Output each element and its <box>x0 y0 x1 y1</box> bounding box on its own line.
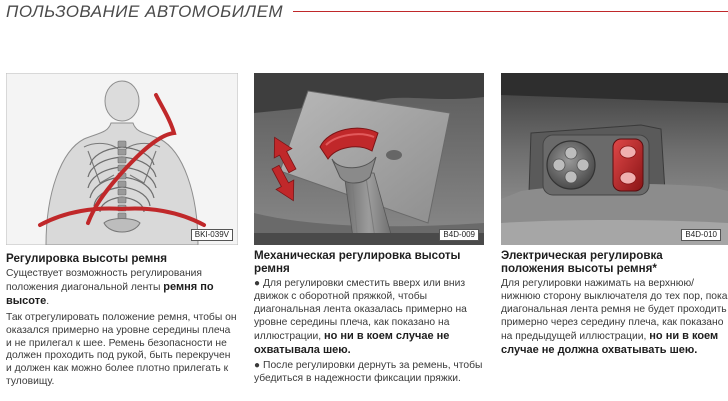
belt-slider-photo <box>254 73 484 245</box>
paragraph-text: Существует возможность регулирования положения диагональной ленты <box>6 268 202 293</box>
page-header <box>6 1 728 23</box>
bullet-emphasis: но ни в коем случае не охватывала шею. <box>254 329 450 356</box>
figure-belt-slider <box>254 73 484 245</box>
torso-skeleton-illustration <box>6 73 238 245</box>
figure-code-label: BKI-039V <box>191 229 233 241</box>
header-rule <box>293 11 728 12</box>
belt-switch-photo <box>501 73 728 245</box>
figure-code-label: B4D-009 <box>439 229 479 241</box>
paragraph-text: Для регулировки нажимать на верхнюю/нижнюю сторону выключателя до тех пор, пока диагональная лента ремня не будет проходить примерно через середину плеча, как показано на предыдущей иллюстрации, <box>501 278 728 342</box>
paragraph-emphasis: ремня по высоте <box>6 280 214 307</box>
section-header-title: ПОЛЬЗОВАНИЕ АВТОМОБИЛЕМ <box>6 2 284 21</box>
paragraph-emphasis: но ни в коем случае не должна охватывать шею. <box>501 329 719 356</box>
figure-belt-switch <box>501 73 728 245</box>
bullet-text: Для регулировки сместить вверх или вниз движок с оборотной пряжкой, чтобы диагональная лента оказалась примерно на уровне середины плеча, как показано на иллюстрации, <box>254 278 467 342</box>
section-title: Механическая регулировка высоты ремня <box>254 249 461 275</box>
column-mechanical-adjust <box>254 73 484 386</box>
column-electric-adjust <box>501 73 728 357</box>
bullet-text: После регулировки дернуть за ремень, чтобы убедиться в надежности фиксации пряжки. <box>254 360 483 385</box>
bullet-dot-icon: ● <box>254 278 261 289</box>
paragraph <box>6 268 238 309</box>
section-title: Электрическая регулировка положения высоты ремня* <box>501 249 663 275</box>
figure-belt-torso <box>6 73 238 245</box>
column-height-adjust <box>6 73 238 389</box>
paragraph <box>501 278 728 357</box>
bullet-dot-icon: ● <box>254 360 261 372</box>
section-title: Регулировка высоты ремня <box>6 252 168 265</box>
paragraph: Так отрегулировать положение ремня, чтобы он оказался примерно на уровне середины плеча и не прилегал к шее. Ремень безопасности не должен проходить под рукой, быть перекручен и должен как можно более плотно прилегать к туловищу. <box>6 311 237 388</box>
bullet-item <box>254 278 484 357</box>
bullet-item <box>254 360 484 386</box>
paragraph-text: . <box>46 295 50 307</box>
figure-code-label: B4D-010 <box>681 229 721 241</box>
